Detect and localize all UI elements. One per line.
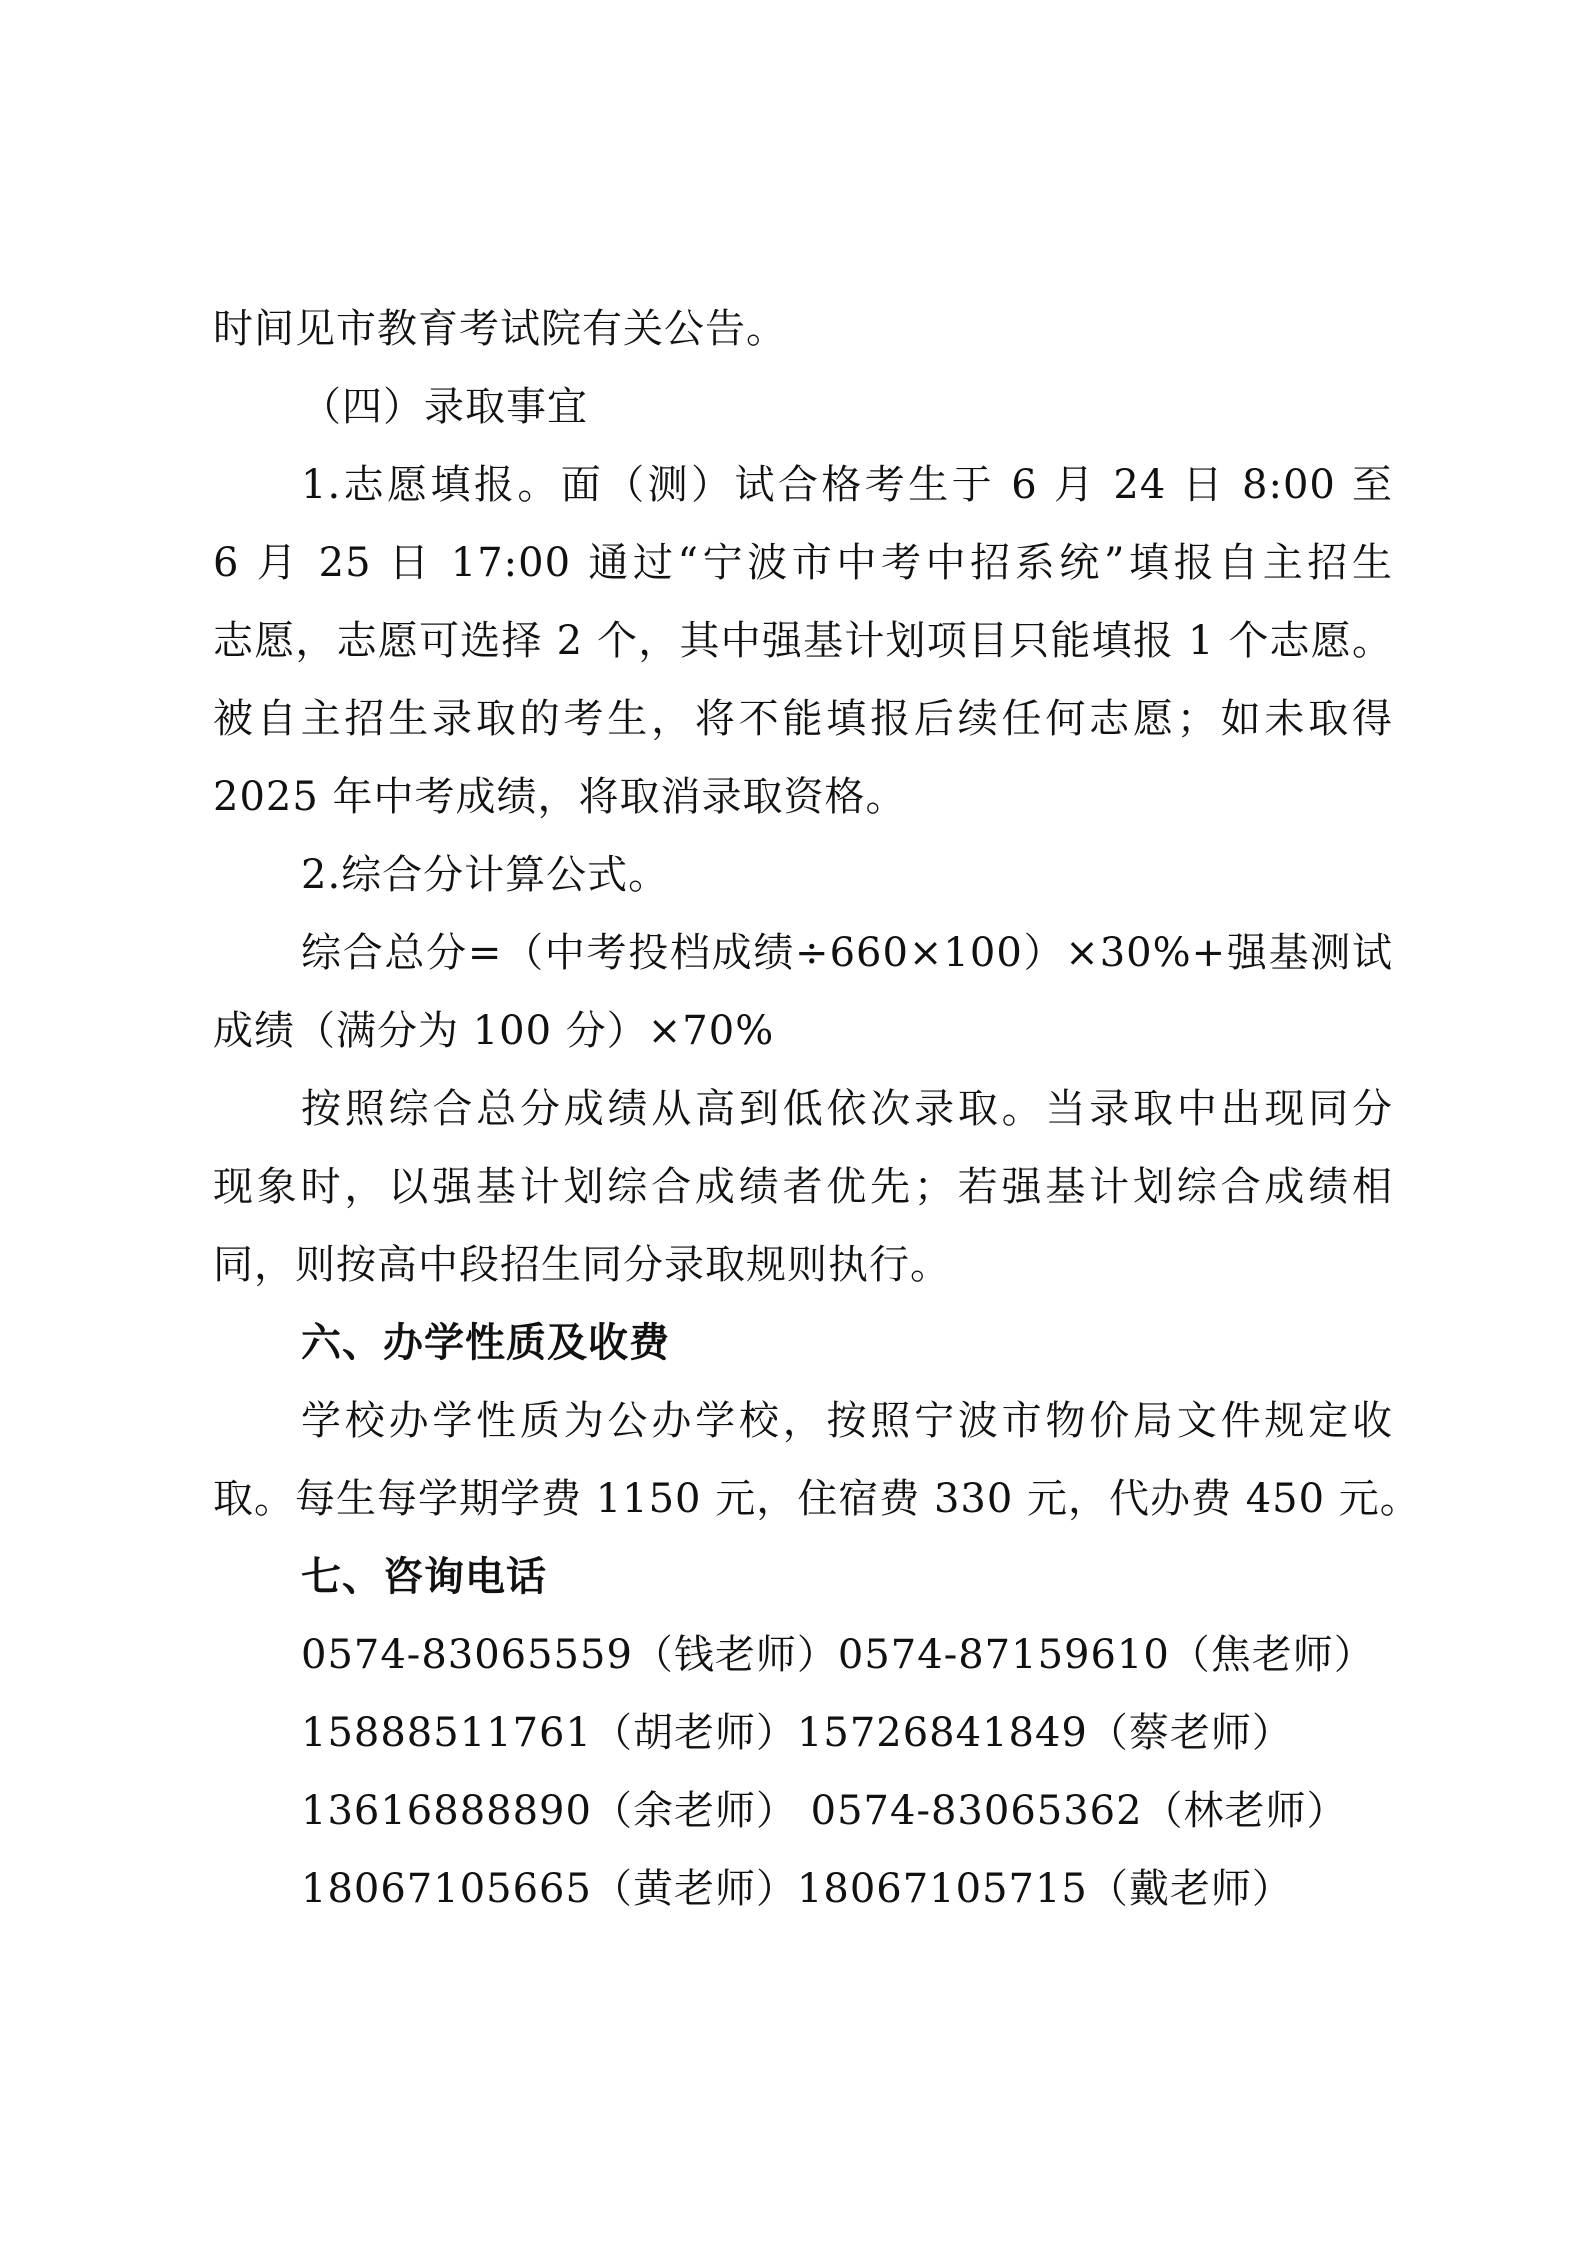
paragraph-line: 现象时，以强基计划综合成绩者优先；若强基计划综合成绩相 [213,1164,1393,1210]
section-heading: 六、办学性质及收费 [301,1320,670,1366]
paragraph-line: 志愿，志愿可选择 2 个，其中强基计划项目只能填报 1 个志愿。 [213,618,1393,664]
paragraph-line: 6 月 25 日 17:00 通过“宁波市中考中招系统”填报自主招生 [213,540,1393,586]
paragraph-line: 同，则按高中段招生同分录取规则执行。 [213,1242,951,1288]
contact-line: 13616888890（余老师） 0574-83065362（林老师） [301,1788,1348,1834]
paragraph-line: 被自主招生录取的考生，将不能填报后续任何志愿；如未取得 [213,696,1393,742]
paragraph-line: 取。每生每学期学费 1150 元，住宿费 330 元，代办费 450 元。 [213,1476,1421,1522]
formula-line: 综合总分=（中考投档成绩÷660×100）×30%+强基测试 [301,930,1393,976]
section-subheading: （四）录取事宜 [301,384,588,430]
contact-line: 15888511761（胡老师）15726841849（蔡老师） [301,1710,1293,1756]
paragraph-line: 按照综合总分成绩从高到低依次录取。当录取中出现同分 [301,1086,1393,1132]
paragraph-line: 1.志愿填报。面（测）试合格考生于 6 月 24 日 8:00 至 [301,462,1393,508]
paragraph-line: 2025 年中考成绩，将取消录取资格。 [213,774,907,820]
document-page [213,290,1421,1928]
paragraph-line: 学校办学性质为公办学校，按照宁波市物价局文件规定收 [301,1398,1393,1444]
paragraph-line: 时间见市教育考试院有关公告。 [213,306,787,352]
contact-line: 18067105665（黄老师）18067105715（戴老师） [301,1866,1293,1912]
contact-line: 0574-83065559（钱老师）0574-87159610（焦老师） [301,1632,1375,1678]
formula-line: 成绩（满分为 100 分）×70% [213,1008,775,1054]
paragraph-line: 2.综合分计算公式。 [301,852,670,898]
section-heading: 七、咨询电话 [301,1554,547,1600]
